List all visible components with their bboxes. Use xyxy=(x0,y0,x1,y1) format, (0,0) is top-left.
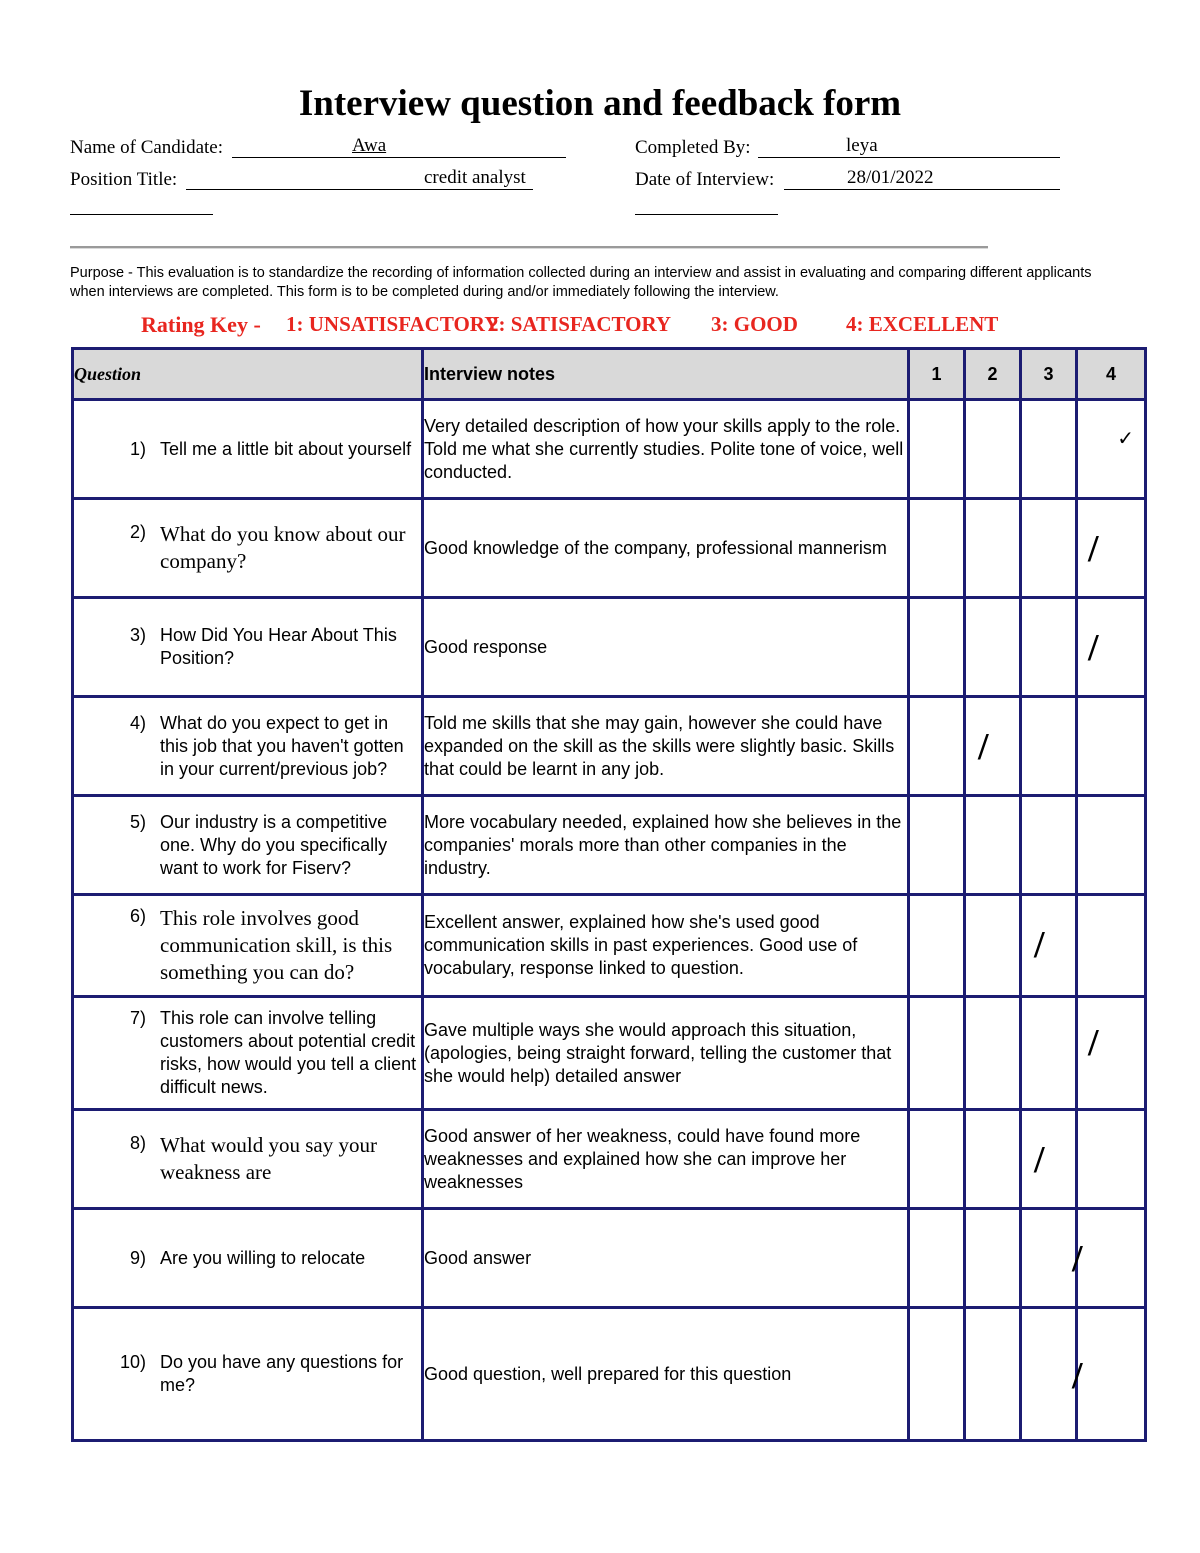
table-row xyxy=(73,796,1146,895)
rating-key-2: 2: SATISFACTORY xyxy=(488,312,672,336)
table-row xyxy=(73,697,1146,796)
table-row xyxy=(73,1209,1146,1308)
question-cell xyxy=(73,598,423,697)
rating-cell-1[interactable] xyxy=(909,796,965,895)
rating-cell-3[interactable] xyxy=(1021,1308,1077,1441)
purpose-text: Purpose - This evaluation is to standardize the recording of information collected during an interview and assist in evaluating and comparing different applicants when interviews are completed. This form is to be completed during and/or immediately following the interview. xyxy=(70,265,1092,300)
rating-key-1: 1: UNSATISFACTORY xyxy=(286,312,500,336)
slash-mark-icon: / xyxy=(1072,1238,1083,1280)
question-cell xyxy=(73,895,423,997)
rating-cell-1[interactable] xyxy=(909,1308,965,1441)
rating-cell-4[interactable] xyxy=(1077,400,1146,499)
rating-cell-4[interactable] xyxy=(1072,1209,1146,1308)
notes-cell[interactable]: Very detailed description of how your skills apply to the role. Told me what she currently studies. Polite tone of voice, well conducted. xyxy=(423,400,909,499)
rating-cell-1[interactable] xyxy=(909,400,965,499)
rating-cell-4[interactable] xyxy=(1077,895,1146,997)
question-cell xyxy=(73,997,423,1110)
rating-cell-2[interactable] xyxy=(965,1308,1021,1441)
rating-cell-4[interactable] xyxy=(1077,1110,1146,1209)
question-number: 2) xyxy=(129,522,146,542)
form-title: Interview question and feedback form xyxy=(298,83,902,124)
divider xyxy=(70,246,988,249)
question-number: 8) xyxy=(129,1133,146,1153)
rating-cell-2[interactable] xyxy=(965,1209,1021,1308)
rating-cell-4[interactable] xyxy=(1077,997,1146,1110)
date-field xyxy=(635,169,774,191)
question-number: 7) xyxy=(129,1008,146,1028)
date-value: 28/01/2022 xyxy=(847,167,934,188)
slash-mark-icon: / xyxy=(1072,1355,1083,1397)
table-row xyxy=(73,1110,1146,1209)
completed-value: leya xyxy=(846,135,878,156)
question-text: Are you willing to relocate xyxy=(160,1247,366,1268)
rating-header-1: 1 xyxy=(909,349,965,400)
notes-header: Interview notes xyxy=(423,349,909,400)
rating-cell-3[interactable] xyxy=(1021,1110,1077,1209)
question-number: 6) xyxy=(129,906,146,926)
slash-mark-icon: / xyxy=(1088,528,1099,570)
question-cell xyxy=(73,1308,423,1441)
rating-cell-2[interactable] xyxy=(965,499,1021,598)
rating-header-2: 2 xyxy=(965,349,1021,400)
rating-cell-4[interactable] xyxy=(1077,697,1146,796)
completed-field xyxy=(635,137,751,159)
check-mark-icon: ✓ xyxy=(1117,426,1134,450)
rating-cell-4[interactable] xyxy=(1077,598,1146,697)
notes-cell[interactable]: Gave multiple ways she would approach this situation, (apologies, being straight forward, telling the customer that she would help) detailed answer xyxy=(423,997,909,1110)
rating-cell-1[interactable] xyxy=(909,997,965,1110)
rating-cell-3[interactable] xyxy=(1021,1209,1077,1308)
rating-key-4: 4: EXCELLENT xyxy=(846,312,999,336)
rating-cell-1[interactable] xyxy=(909,895,965,997)
rating-cell-3[interactable] xyxy=(1021,895,1077,997)
question-cell xyxy=(73,1110,423,1209)
rating-cell-3[interactable] xyxy=(1021,400,1077,499)
slash-mark-icon: / xyxy=(1034,924,1045,966)
question-number: 3) xyxy=(129,625,146,645)
rating-cell-1[interactable] xyxy=(909,598,965,697)
table-row xyxy=(73,895,1146,997)
evaluation-table xyxy=(71,347,1147,1442)
date-line[interactable] xyxy=(784,169,1060,190)
rating-cell-2[interactable] xyxy=(965,796,1021,895)
table-row xyxy=(73,997,1146,1110)
rating-cell-1[interactable] xyxy=(909,1110,965,1209)
question-number: 10) xyxy=(119,1352,146,1372)
notes-cell[interactable]: Good answer xyxy=(423,1209,909,1308)
date-label: Date of Interview: xyxy=(635,169,775,190)
rating-cell-4[interactable] xyxy=(1077,796,1146,895)
candidate-line[interactable] xyxy=(232,137,566,158)
question-number: 4) xyxy=(129,712,146,733)
notes-cell[interactable]: Told me skills that she may gain, however she could have expanded on the skill as the skills were slightly basic. Skills that could be learnt in any job. xyxy=(423,697,909,796)
candidate-value: Awa xyxy=(352,135,387,156)
position-label: Position Title: xyxy=(70,169,178,190)
rating-cell-4[interactable] xyxy=(1077,499,1146,598)
candidate-label: Name of Candidate: xyxy=(70,137,224,158)
table-row xyxy=(73,1308,1146,1441)
rating-cell-1[interactable] xyxy=(909,1209,965,1308)
question-text: How Did You Hear About This Position? xyxy=(160,625,397,668)
slash-mark-icon: / xyxy=(1088,627,1099,669)
rating-cell-3[interactable] xyxy=(1021,796,1077,895)
completed-label: Completed By: xyxy=(635,137,751,158)
position-value: credit analyst xyxy=(424,167,526,188)
slash-mark-icon: / xyxy=(978,726,989,768)
rating-cell-2[interactable] xyxy=(965,400,1021,499)
rating-header-3: 3 xyxy=(1021,349,1077,400)
rating-cell-2[interactable] xyxy=(965,895,1021,997)
question-header: Question xyxy=(73,349,423,400)
question-text: What would you say your weakness are xyxy=(160,1133,377,1184)
rating-header-4: 4 xyxy=(1077,349,1146,400)
question-text: Tell me a little bit about yourself xyxy=(160,438,412,459)
question-cell xyxy=(73,697,423,796)
question-text: What do you expect to get in this job that you haven't gotten in your current/previous job? xyxy=(160,712,404,779)
rating-cell-1[interactable] xyxy=(909,697,965,796)
table-row xyxy=(73,598,1146,697)
notes-cell[interactable]: Excellent answer, explained how she's used good communication skills in past experiences. Good use of vocabulary, response linked to question. xyxy=(423,895,909,997)
question-text: This role can involve telling customers about potential credit risks, how would you tell a client difficult news. xyxy=(160,1008,417,1097)
table-row xyxy=(73,400,1146,499)
rating-cell-1[interactable] xyxy=(909,499,965,598)
table-row xyxy=(73,499,1146,598)
question-text: This role involves good communication skill, is this something you can do? xyxy=(160,906,393,984)
notes-cell[interactable]: Good question, well prepared for this question xyxy=(423,1308,909,1441)
notes-cell[interactable]: More vocabulary needed, explained how she believes in the companies' morals more than other companies in the industry. xyxy=(423,796,909,895)
rating-cell-2[interactable] xyxy=(965,997,1021,1110)
rating-cell-3[interactable] xyxy=(1021,997,1077,1110)
table-header-row xyxy=(73,349,1146,400)
rating-key-label: Rating Key - xyxy=(141,312,261,337)
question-text: Do you have any questions for me? xyxy=(160,1352,404,1395)
question-text: What do you know about our company? xyxy=(160,522,406,573)
rating-cell-3[interactable] xyxy=(1021,499,1077,598)
rating-cell-2[interactable] xyxy=(965,598,1021,697)
rating-cell-4[interactable] xyxy=(1072,1308,1146,1441)
rating-cell-3[interactable] xyxy=(1021,697,1077,796)
extra-line-left xyxy=(70,213,213,215)
rating-key-3: 3: GOOD xyxy=(711,312,798,336)
question-number: 9) xyxy=(129,1247,146,1268)
rating-cell-2[interactable] xyxy=(965,697,1021,796)
notes-cell[interactable]: Good answer of her weakness, could have found more weaknesses and explained how she can improve her weaknesses xyxy=(423,1110,909,1209)
rating-cell-3[interactable] xyxy=(1021,598,1077,697)
rating-cell-2[interactable] xyxy=(965,1110,1021,1209)
question-cell xyxy=(73,400,423,499)
question-cell xyxy=(73,796,423,895)
slash-mark-icon: / xyxy=(1034,1139,1045,1181)
question-number: 5) xyxy=(129,811,146,832)
notes-cell[interactable]: Good knowledge of the company, professional mannerism xyxy=(423,499,909,598)
position-line[interactable] xyxy=(186,169,533,190)
notes-cell[interactable]: Good response xyxy=(423,598,909,697)
position-field xyxy=(70,169,177,191)
question-cell xyxy=(73,1209,423,1308)
question-cell xyxy=(73,499,423,598)
extra-line-right xyxy=(635,213,778,215)
question-number: 1) xyxy=(129,438,146,459)
completed-line[interactable] xyxy=(758,137,1060,158)
slash-mark-icon: / xyxy=(1088,1022,1099,1064)
candidate-field xyxy=(70,137,223,159)
question-text: Our industry is a competitive one. Why do you specifically want to work for Fiserv? xyxy=(160,811,388,878)
